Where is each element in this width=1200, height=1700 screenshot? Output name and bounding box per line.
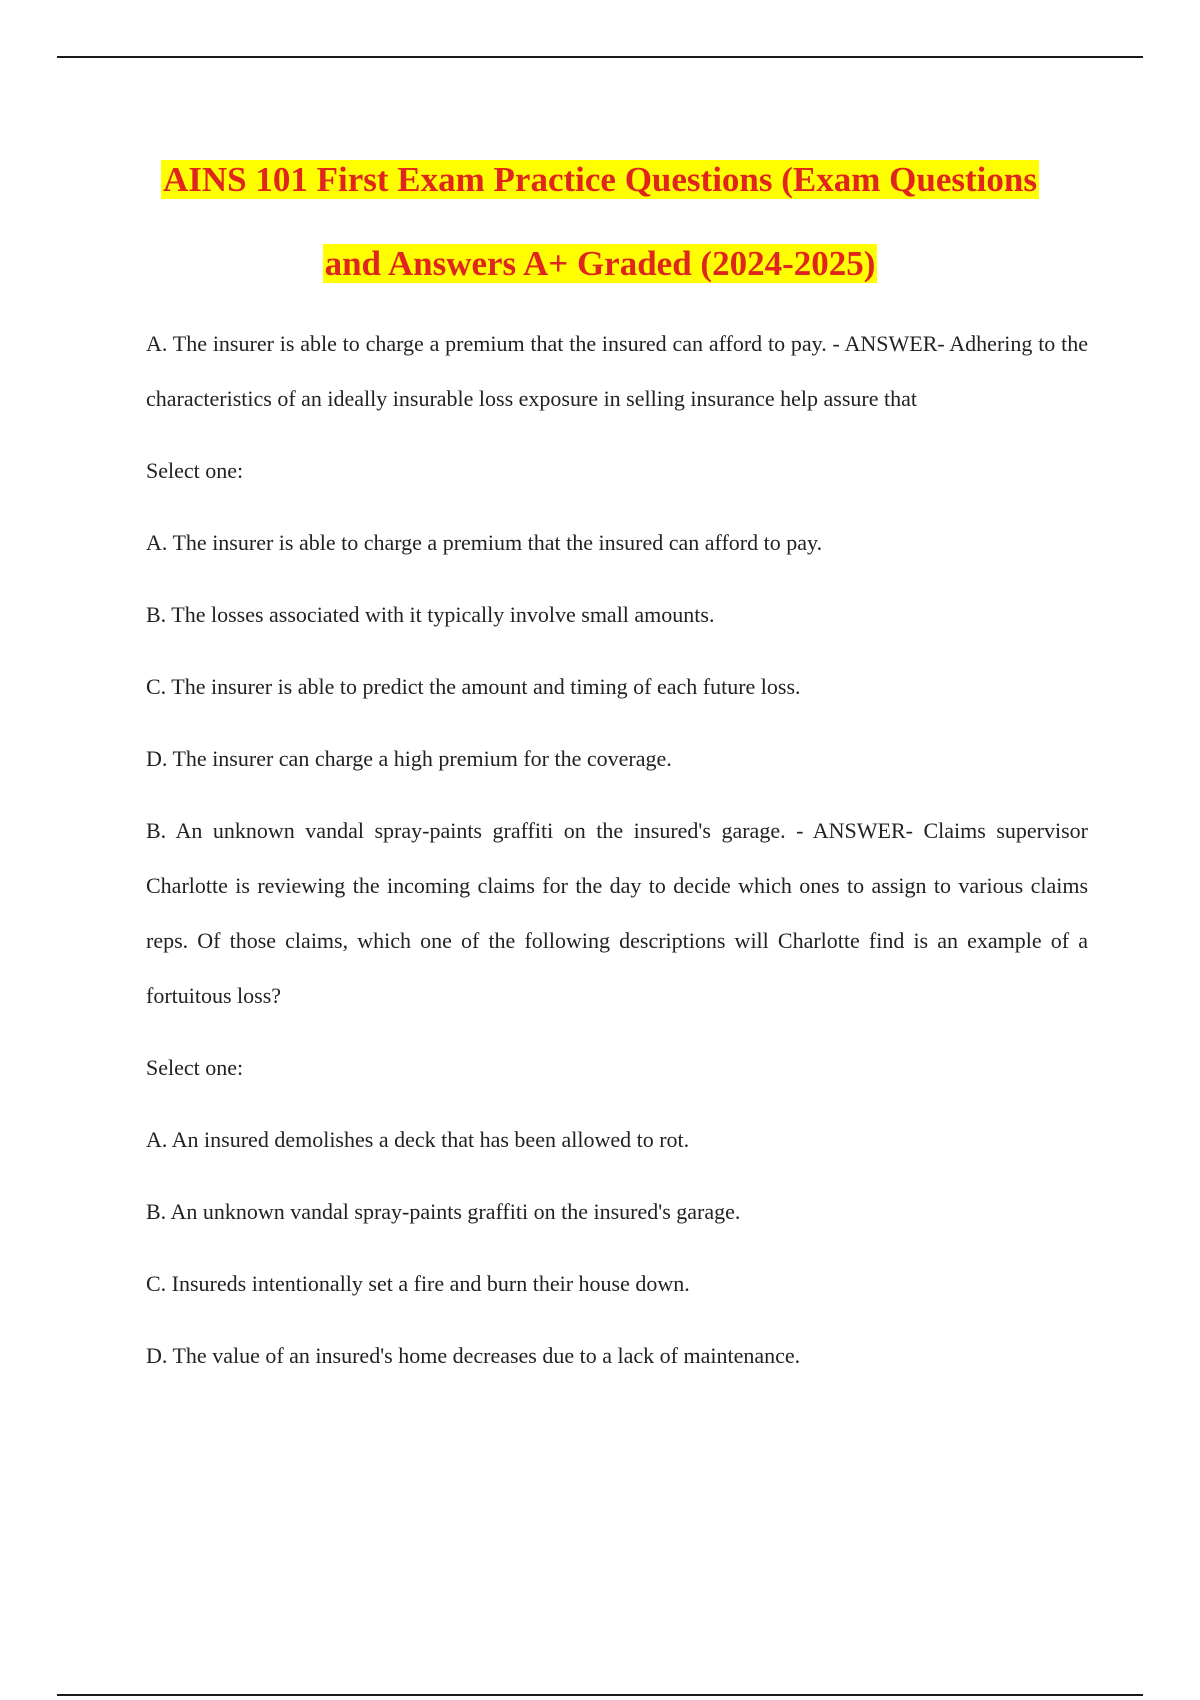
question-1-option-c: C. The insurer is able to predict the amount and timing of each future loss. (146, 674, 801, 699)
question-2-option-a: A. An insured demolishes a deck that has been allowed to rot. (146, 1127, 690, 1152)
title-line-1-text: AINS 101 First Exam Practice Questions (Exam Questions (163, 160, 1037, 199)
document-title (57, 138, 1143, 306)
question-2-option-c: C. Insureds intentionally set a fire and burn their house down. (146, 1271, 690, 1296)
question-1-select-label: Select one: (146, 458, 244, 483)
question-2-option-d: D. The value of an insured's home decreases due to a lack of maintenance. (146, 1343, 801, 1368)
title-line-1 (57, 138, 1143, 222)
top-rule (57, 56, 1143, 58)
title-line-2-text: and Answers A+ Graded (2024-2025) (324, 244, 876, 283)
title-line-2 (57, 222, 1143, 306)
question-2-select-label: Select one: (146, 1055, 244, 1080)
question-1-option-a: A. The insurer is able to charge a premium that the insured can afford to pay. (146, 530, 823, 555)
question-1-option-d: D. The insurer can charge a high premium for the coverage. (146, 746, 672, 771)
bottom-rule (57, 1694, 1143, 1696)
question-block-1 (146, 316, 1088, 786)
question-2-option-b: B. An unknown vandal spray-paints graffiti on the insured's garage. (146, 1199, 741, 1224)
question-1-option-b: B. The losses associated with it typically involve small amounts. (146, 602, 715, 627)
question-block-2 (146, 803, 1088, 1383)
question-1-stem: A. The insurer is able to charge a premium that the insured can afford to pay. - ANSWER- Adhering to the characteristics of an ideally insurable loss exposure in selling insurance help assure that (146, 331, 1088, 411)
question-2-stem: B. An unknown vandal spray-paints graffiti on the insured's garage. - ANSWER- Claims supervisor Charlotte is reviewing the incoming claims for the day to decide which ones to assign to various claims reps. Of those claims, which one of the following descriptions will Charlotte find is an example of a fortuitous loss? (146, 818, 1088, 1008)
document-body (146, 316, 1088, 1400)
